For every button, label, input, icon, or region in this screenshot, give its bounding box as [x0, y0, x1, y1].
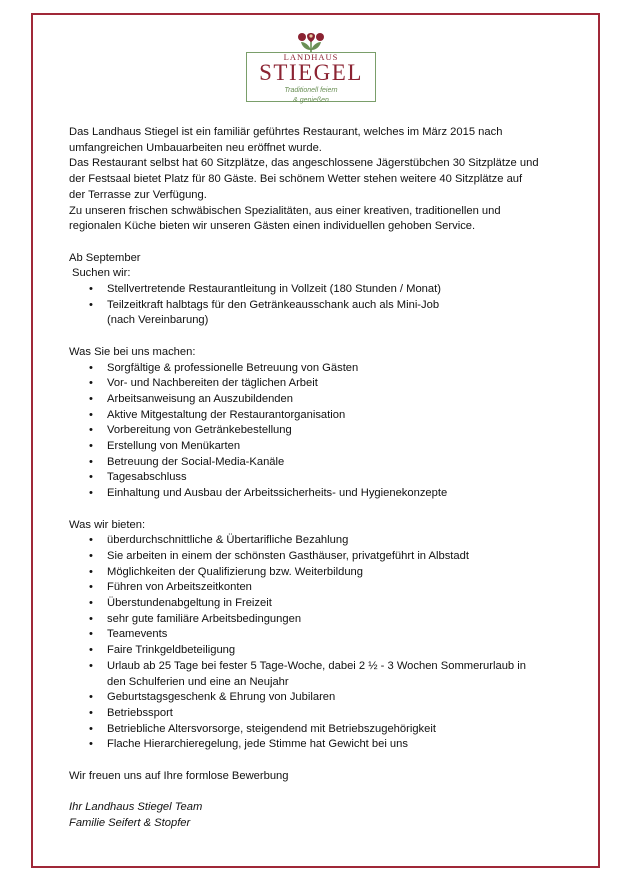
job-ad-body	[69, 125, 564, 832]
list-item: • Teamevents	[69, 627, 564, 643]
list-item-continuation: (nach Vereinbarung)	[107, 314, 209, 327]
list-item: • Betriebssport	[69, 706, 564, 722]
intro-line: Zu unseren frischen schwäbischen Spezialitäten, aus einer kreativen, traditionellen und	[69, 204, 501, 217]
list-item: • Einhaltung und Ausbau der Arbeitssicherheits- und Hygienekonzepte	[69, 486, 564, 502]
offer-list-cont	[69, 690, 564, 753]
closing-line: Wir freuen uns auf Ihre formlose Bewerbung	[69, 769, 289, 782]
list-item: • Betriebliche Altersvorsorge, steigendend mit Betriebszugehörigkeit	[69, 722, 564, 738]
logo-brand-top: LANDHAUS	[283, 52, 339, 62]
logo-brand-main: STIEGEL	[259, 60, 363, 85]
list-item: • Faire Trinkgeldbeteiligung	[69, 643, 564, 659]
intro-line: regionalen Küche bieten wir unseren Gästen einen individuellen gehoben Service.	[69, 220, 476, 233]
list-item: • überdurchschnittliche & Übertarifliche Bezahlung	[69, 533, 564, 549]
list-item: • Stellvertretende Restaurantleitung in Vollzeit (180 Stunden / Monat)	[69, 282, 564, 298]
list-item: • Arbeitsanweisung an Auszubildenden	[69, 392, 564, 408]
signature-family: Familie Seifert & Stopfer	[69, 816, 191, 829]
list-item: • Aktive Mitgestaltung der Restaurantorganisation	[69, 408, 564, 424]
offer-list	[69, 533, 564, 674]
list-item: • Sie arbeiten in einem der schönsten Gasthäuser, privatgeführt in Albstadt	[69, 549, 564, 565]
intro-line: umfangreichen Umbauarbeiten neu eröffnet wurde.	[69, 141, 322, 154]
signature-team: Ihr Landhaus Stiegel Team	[69, 801, 203, 814]
intro-line: der Terrasse zur Verfügung.	[69, 188, 207, 201]
offer-heading: Was wir bieten:	[69, 518, 146, 531]
intro-line: der Festsaal bietet Platz für 80 Gäste. Bei schönem Wetter stehen weitere 40 Sitzplätze auf	[69, 173, 523, 186]
list-item: • Flache Hierarchieregelung, jede Stimme hat Gewicht bei uns	[69, 737, 564, 753]
list-item: • Tagesabschluss	[69, 470, 564, 486]
list-item: • Urlaub ab 25 Tage bei fester 5 Tage-Woche, dabei 2 ½ - 3 Wochen Sommerurlaub in	[69, 659, 564, 675]
list-item: • Führen von Arbeitszeitkonten	[69, 580, 564, 596]
list-item: • Möglichkeiten der Qualifizierung bzw. Weiterbildung	[69, 565, 564, 581]
logo-tagline-1: Traditionell feiern	[284, 87, 338, 94]
search-heading: Suchen wir:	[72, 267, 131, 280]
list-item: • Betreuung der Social-Media-Kanäle	[69, 455, 564, 471]
list-item: • Geburtstagsgeschenk & Ehrung von Jubilaren	[69, 690, 564, 706]
tasks-heading: Was Sie bei uns machen:	[69, 345, 196, 358]
intro-line: Das Landhaus Stiegel ist ein familiär geführtes Restaurant, welches im März 2015 nach	[69, 126, 503, 138]
list-item-continuation: den Schulferien und eine an Neujahr	[107, 675, 289, 688]
list-item: • Vorbereitung von Getränkebestellung	[69, 423, 564, 439]
logo-tagline-2: & genießen	[293, 97, 329, 104]
list-item: • Vor- und Nachbereiten der täglichen Arbeit	[69, 376, 564, 392]
intro-line: Das Restaurant selbst hat 60 Sitzplätze, das angeschlossene Jägerstübchen 30 Sitzplätze und	[69, 157, 539, 170]
landhaus-stiegel-logo	[246, 30, 376, 112]
list-item: • Sorgfältige & professionelle Betreuung von Gästen	[69, 361, 564, 377]
tasks-list	[69, 361, 564, 502]
list-item: • Erstellung von Menükarten	[69, 439, 564, 455]
start-date: Ab September	[69, 251, 141, 264]
list-item: • Überstundenabgeltung in Freizeit	[69, 596, 564, 612]
position-list	[69, 282, 564, 313]
list-item: • sehr gute familiäre Arbeitsbedingungen	[69, 612, 564, 628]
list-item: • Teilzeitkraft halbtags für den Getränkeausschank auch als Mini-Job	[69, 298, 564, 314]
